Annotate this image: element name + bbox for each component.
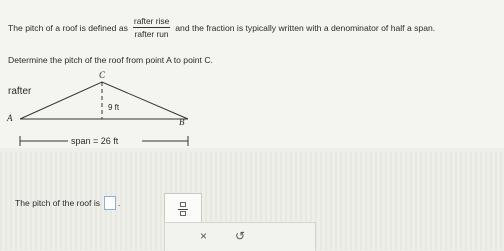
fraction-denominator: rafter run [134, 29, 169, 39]
answer-period: . [118, 198, 121, 208]
answer-row [15, 196, 120, 210]
definition-intro: The pitch of a roof is defined as [8, 22, 128, 33]
definition-text [8, 16, 435, 39]
math-tool-panel [164, 193, 202, 225]
roof-outline [20, 82, 188, 119]
clear-icon[interactable]: × [200, 229, 208, 243]
label-height: 9 ft [108, 103, 120, 112]
definition-fraction [133, 16, 170, 39]
roof-diagram [0, 66, 220, 156]
answer-input[interactable] [104, 196, 116, 210]
label-span: span = 26 ft [71, 136, 119, 146]
undo-icon[interactable]: ↺ [235, 229, 246, 243]
definition-outro: and the fraction is typically written with a denominator of half a span. [175, 22, 436, 33]
fraction-template-icon[interactable] [177, 202, 189, 218]
label-rafter: rafter [8, 86, 32, 97]
fraction-numerator: rafter rise [133, 16, 170, 26]
label-a: A [7, 113, 13, 123]
label-c: C [99, 70, 106, 80]
answer-toolbar [164, 222, 316, 251]
answer-prompt: The pitch of the roof is [15, 198, 101, 208]
label-b: B [179, 117, 185, 127]
question-text: Determine the pitch of the roof from point A to point C. [8, 55, 213, 65]
